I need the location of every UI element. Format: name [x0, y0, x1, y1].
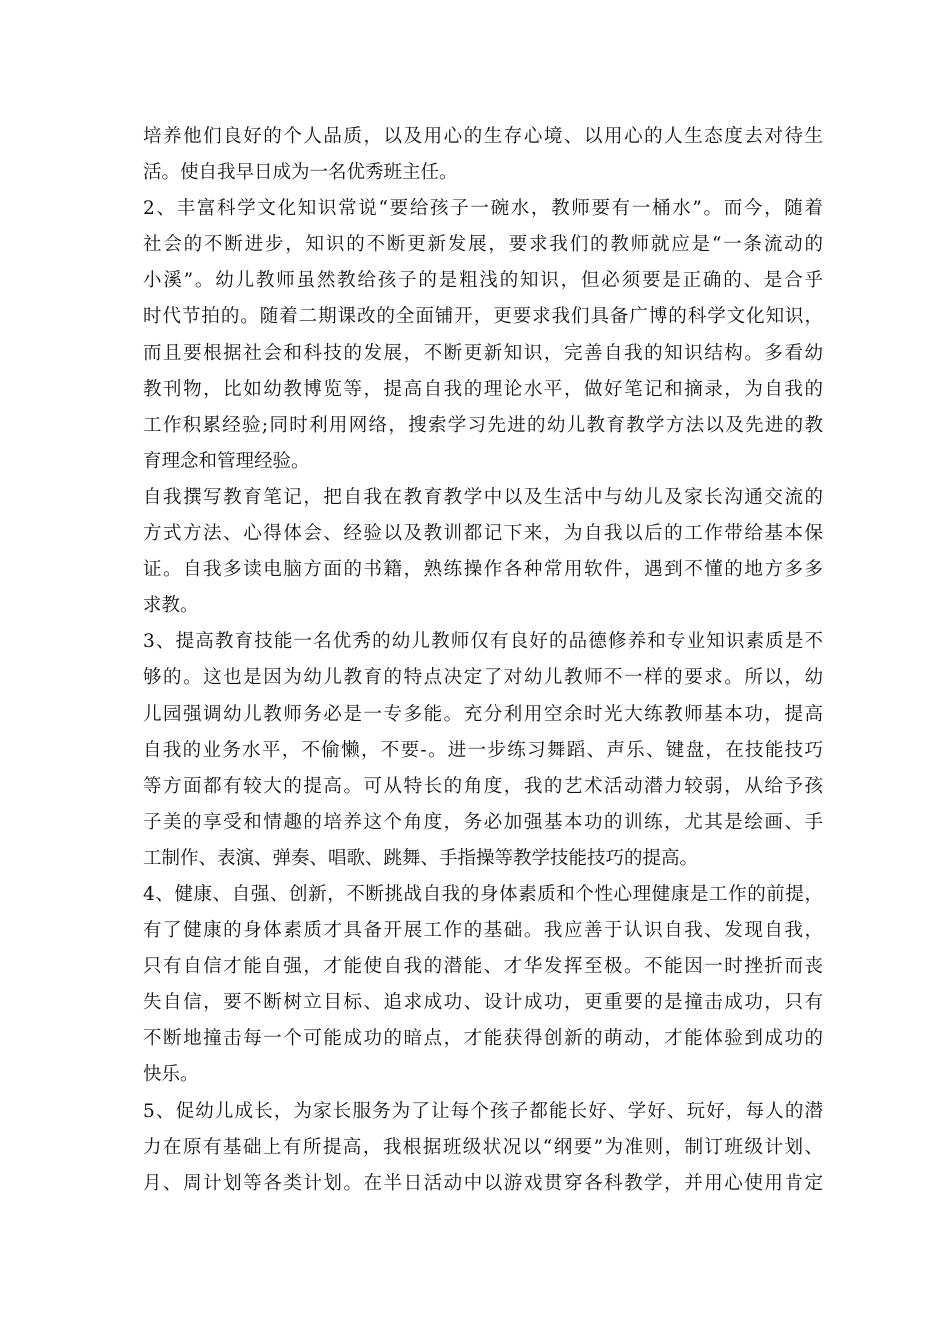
text-line: 育理念和管理经验。 [143, 450, 310, 472]
text-line: 等方面都有较大的提高。可从特长的角度，我的艺术活动潜力较弱，从给予孩 [143, 775, 823, 797]
text-line: 教刊物，比如幼教博览等，提高自我的理论水平，做好笔记和摘录，为自我的 [143, 378, 823, 400]
text-line: 不断地撞击每一个可能成功的暗点，才能获得创新的萌动，才能体验到成功的 [143, 1028, 823, 1050]
text-line: 4、健康、自强、创新，不断挑战自我的身体素质和个性心理健康是工作的前提， [143, 883, 823, 905]
text-line: 培养他们良好的个人品质，以及用心的生存心境、以用心的人生态度去对待生 [143, 126, 823, 147]
text-line: 有了健康的身体素质才具备开展工作的基础。我应善于认识自我、发现自我， [143, 920, 823, 942]
text-line: 活。使自我早日成为一名优秀班主任。 [143, 162, 458, 184]
text-line: 儿园强调幼儿教师务必是一专多能。充分利用空余时光大练教师基本功，提高 [143, 703, 823, 725]
text-line: 3、提高教育技能一名优秀的幼儿教师仅有良好的品德修养和专业知识素质是不 [143, 631, 823, 653]
text-line: 而且要根据社会和科技的发展，不断更新知识，完善自我的知识结构。多看幼 [143, 342, 823, 364]
text-line: 够的。这也是因为幼儿教育的特点决定了对幼儿教师不一样的要求。所以，幼 [143, 667, 823, 689]
text-line: 5、促幼儿成长，为家长服务为了让每个孩子都能长好、学好、玩好，每人的潜 [143, 1100, 823, 1122]
text-line: 自我的业务水平，不偷懒，不要-。进一步练习舞蹈、声乐、键盘，在技能技巧 [143, 739, 823, 761]
text-line: 工制作、表演、弹奏、唱歌、跳舞、手指操等教学技能技巧的提高。 [143, 847, 699, 869]
text-line: 力在原有基础上有所提高，我根据班级状况以“纲要”为准则，制订班级计划、 [143, 1136, 823, 1158]
text-line: 时代节拍的。随着二期课改的全面铺开，更要求我们具备广博的科学文化知识， [143, 306, 823, 328]
text-line: 工作积累经验;同时利用网络，搜索学习先进的幼儿教育教学方法以及先进的教 [143, 414, 823, 436]
text-line: 方式方法、心得体会、经验以及教训都记下来，为自我以后的工作带给基本保 [143, 523, 823, 545]
text-line: 月、周计划等各类计划。在半日活动中以游戏贯穿各科教学，并用心使用肯定 [143, 1172, 823, 1194]
text-line: 小溪”。幼儿教师虽然教给孩子的是粗浅的知识，但必须要是正确的、是合乎 [143, 270, 823, 292]
text-line: 自我撰写教育笔记，把自我在教育教学中以及生活中与幼儿及家长沟通交流的 [143, 486, 823, 508]
text-line: 证。自我多读电脑方面的书籍，熟练操作各种常用软件，遇到不懂的地方多多 [143, 559, 823, 581]
text-line: 失自信，要不断树立目标、追求成功、设计成功，更重要的是撞击成功，只有 [143, 992, 823, 1014]
document-body [143, 119, 823, 1202]
text-line: 子美的享受和情趣的培养这个角度，务必加强基本功的训练，尤其是绘画、手 [143, 811, 823, 833]
text-line: 只有自信才能自强，才能使自我的潜能、才华发挥至极。不能因一时挫折而丧 [143, 956, 823, 978]
text-line: 快乐。 [143, 1064, 199, 1086]
text-line: 社会的不断进步，知识的不断更新发展，要求我们的教师就应是“一条流动的 [143, 234, 823, 256]
text-line: 2、丰富科学文化知识常说“要给孩子一碗水，教师要有一桶水”。而今，随着 [143, 198, 823, 220]
text-line: 求教。 [143, 595, 199, 617]
